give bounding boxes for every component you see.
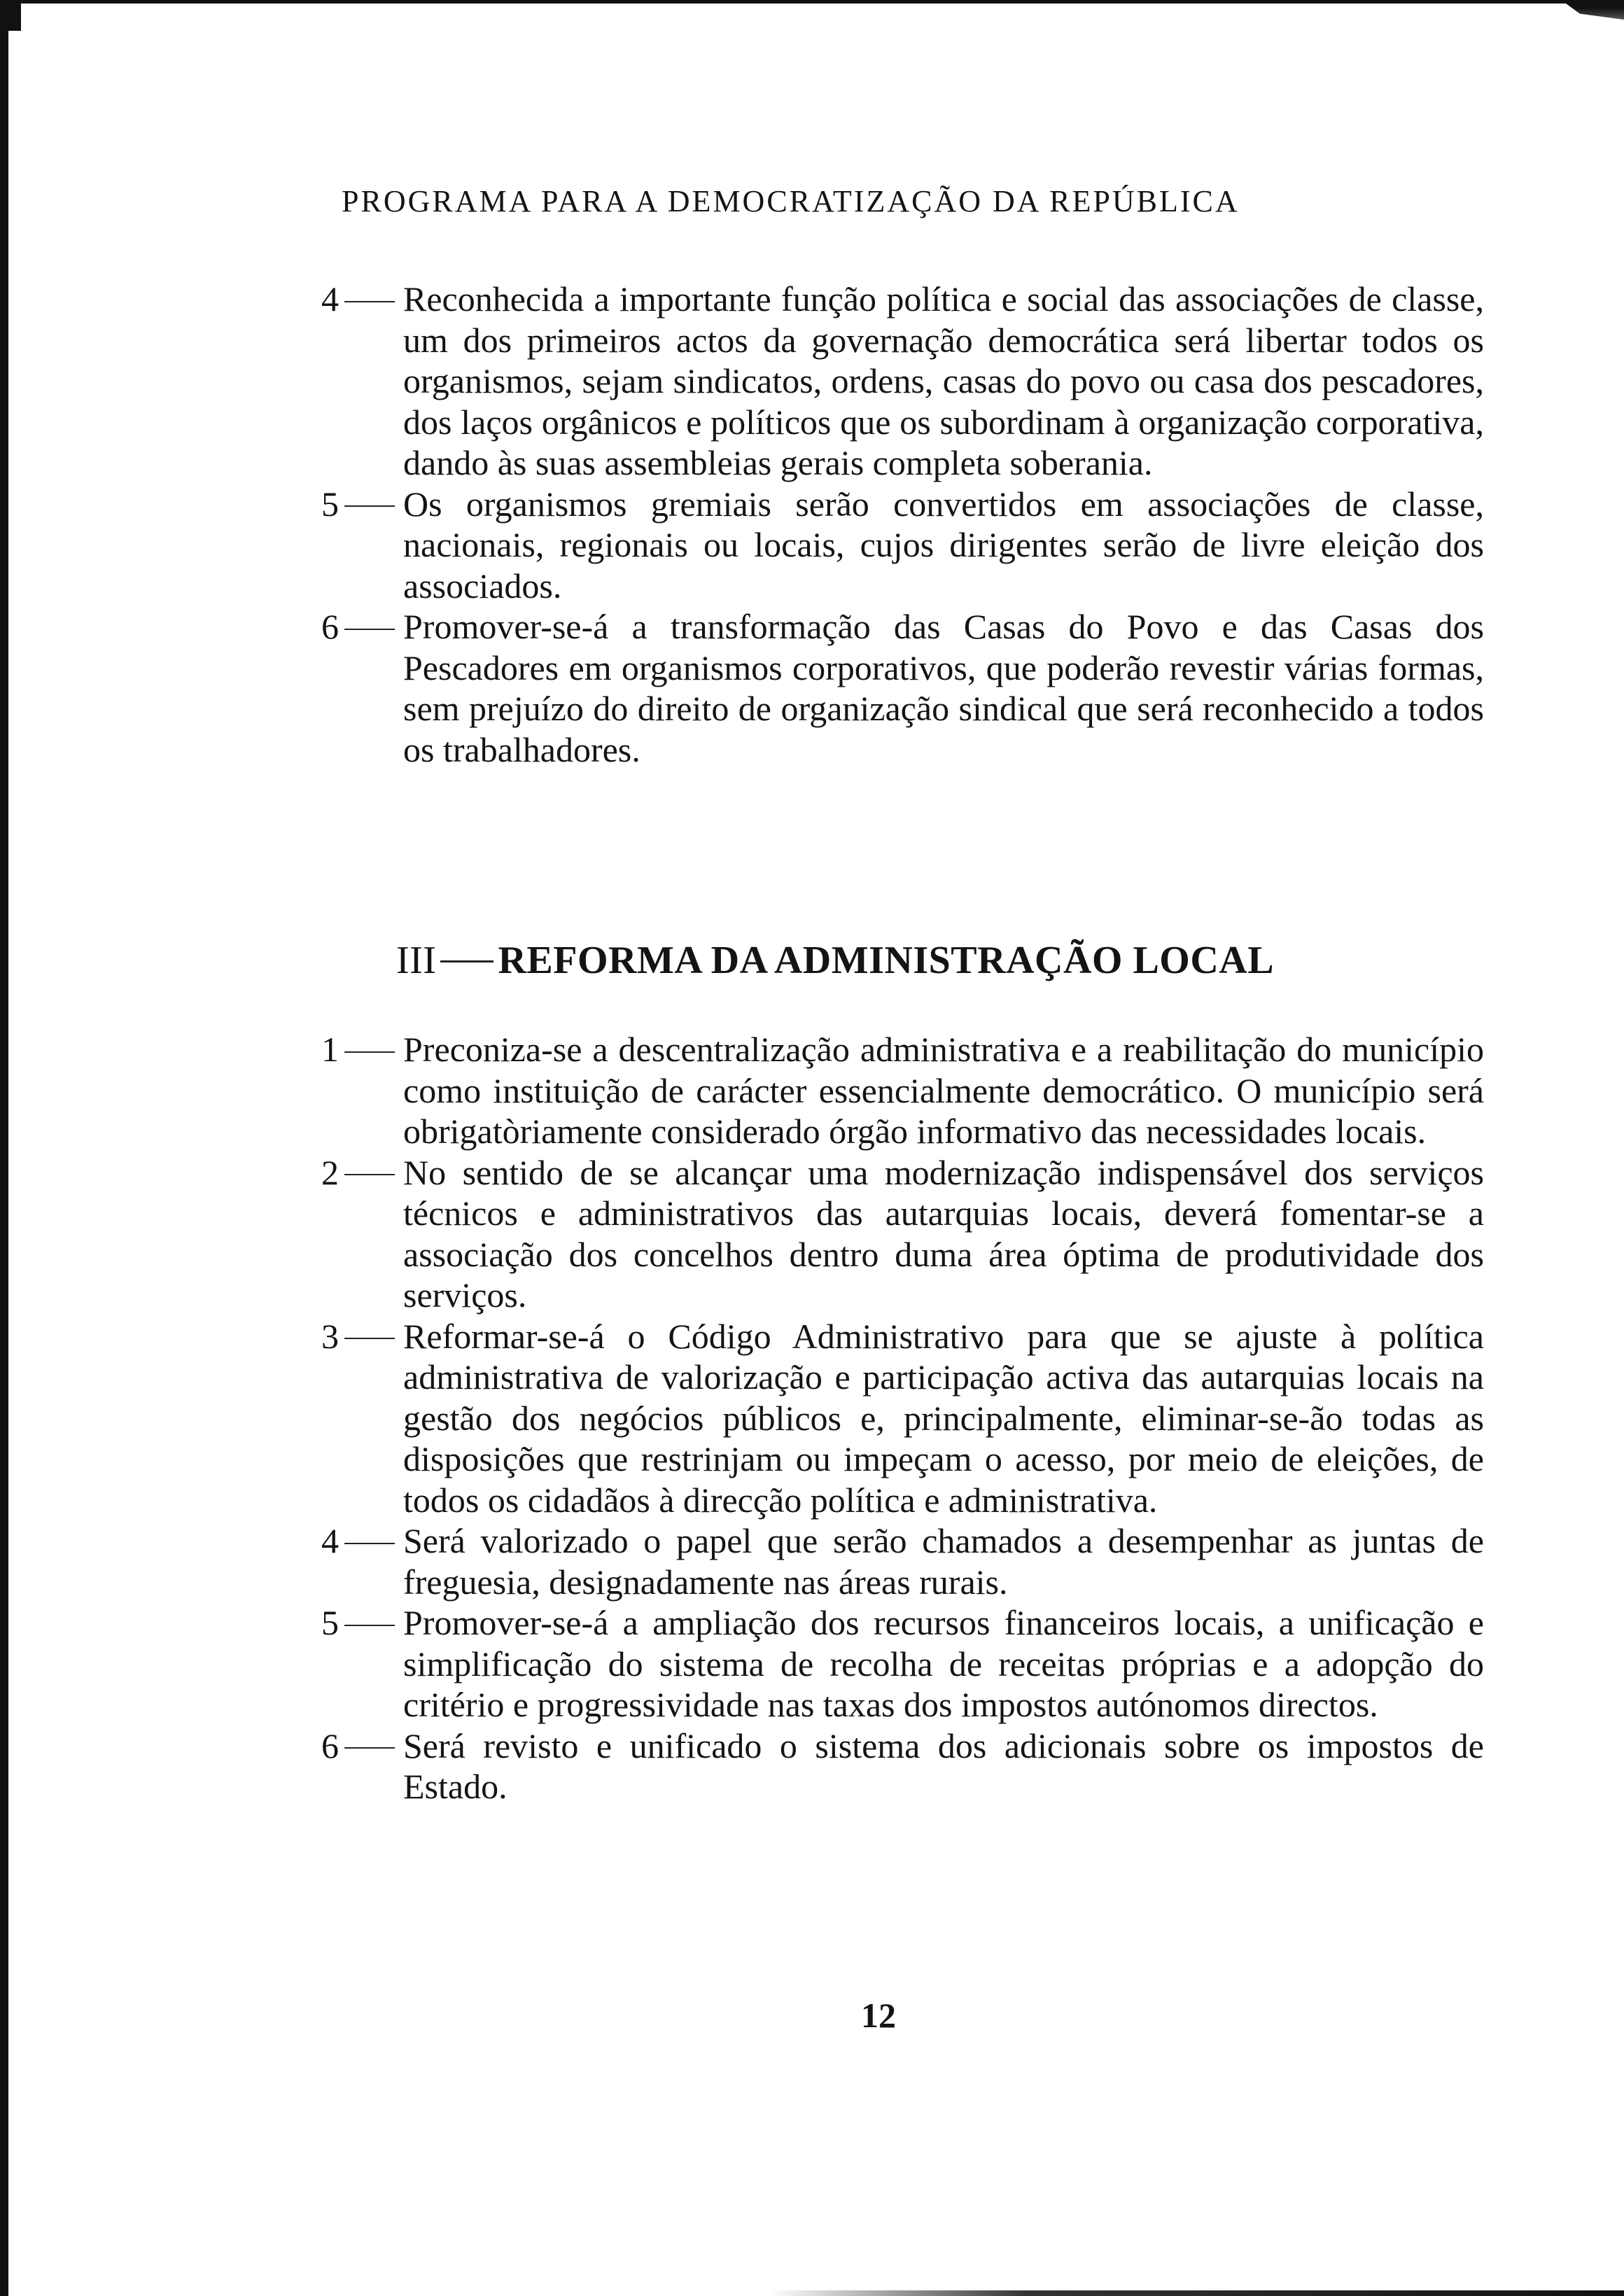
running-header: PROGRAMA PARA A DEMOCRATIZAÇÃO DA REPÚBLICA	[342, 184, 1240, 218]
item-text: Reformar-se-á o Código Administrativo para que se ajuste à política administrativa de valorização e participação activa das autarquias locais na gestão dos negócios públicos e, principalmente, eliminar-se-ão todas as disposições que restrinjam ou impeçam o acesso, por meio de eleições, de todos os cidadãos à direcção política e administrativa.	[403, 1316, 1484, 1520]
item-text: No sentido de se alcançar uma modernização indispensável dos serviços técnicos e administrativos das autarquias locais, deverá fomentar-se a associação dos concelhos dentro duma área óptima de produtividade dos serviços.	[403, 1152, 1484, 1315]
list-item	[308, 1152, 1484, 1316]
scan-corner-top-left	[0, 0, 21, 31]
item-text: Será valorizado o papel que serão chamados a desempenhar as juntas de freguesia, designadamente nas áreas rurais.	[403, 1521, 1484, 1602]
item-number: 6	[308, 606, 398, 648]
section-ii-list	[308, 279, 1484, 770]
scan-edge-left	[0, 0, 8, 2296]
item-number: 1	[308, 1029, 398, 1070]
section-heading	[396, 938, 1446, 983]
item-number: 2	[308, 1152, 398, 1194]
item-text: Promover-se-á a ampliação dos recursos financeiros locais, a unificação e simplificação do sistema de recolha de receitas próprias e a adopção do critério e progressividade nas taxas dos impostos autónomos directos.	[403, 1603, 1484, 1724]
section-numeral: III	[396, 939, 437, 982]
item-text: Reconhecida a importante função política e social das associações de classe, um dos primeiros actos da governação democrática será libertar todos os organismos, sejam sindicatos, ordens, casas do povo ou casa dos pescadores, dos laços orgânicos e políticos que os subordinam à organização corporativa, dando às suas assembleias gerais completa soberania.	[403, 279, 1484, 482]
list-item	[308, 1029, 1484, 1152]
list-item	[308, 1602, 1484, 1726]
scan-edge-bottom	[770, 2290, 1624, 2296]
item-text: Será revisto e unificado o sistema dos adicionais sobre os impostos de Estado.	[403, 1726, 1484, 1806]
list-item	[308, 484, 1484, 607]
item-text: Preconiza-se a descentralização administrativa e a reabilitação do município como instituição de carácter essencialmente democrático. O município será obrigatòriamente considerado órgão informativo das necessidades locais.	[403, 1030, 1484, 1151]
item-number: 5	[308, 484, 398, 525]
section-iii-list	[308, 1029, 1484, 1807]
item-number: 4	[308, 279, 398, 320]
section-title: REFORMA DA ADMINISTRAÇÃO LOCAL	[498, 939, 1275, 982]
list-item	[308, 1726, 1484, 1807]
item-text: Os organismos gremiais serão convertidos em associações de classe, nacionais, regionais ou locais, cujos dirigentes serão de livre eleição dos associados.	[403, 484, 1484, 606]
list-item	[308, 1316, 1484, 1521]
item-number: 5	[308, 1602, 398, 1644]
item-text: Promover-se-á a transformação das Casas do Povo e das Casas dos Pescadores em organismos corporativos, que poderão revestir várias formas, sem prejuízo do direito de organização sindical que será reconhecido a todos os trabalhadores.	[403, 607, 1484, 769]
item-number: 4	[308, 1520, 398, 1562]
item-number: 3	[308, 1316, 398, 1357]
item-number: 6	[308, 1726, 398, 1767]
scan-corner-top-right	[1561, 0, 1624, 20]
scan-edge-top	[0, 0, 1624, 4]
list-item	[308, 606, 1484, 770]
list-item	[308, 1520, 1484, 1602]
list-item	[308, 279, 1484, 484]
page-number: 12	[861, 1996, 896, 2035]
